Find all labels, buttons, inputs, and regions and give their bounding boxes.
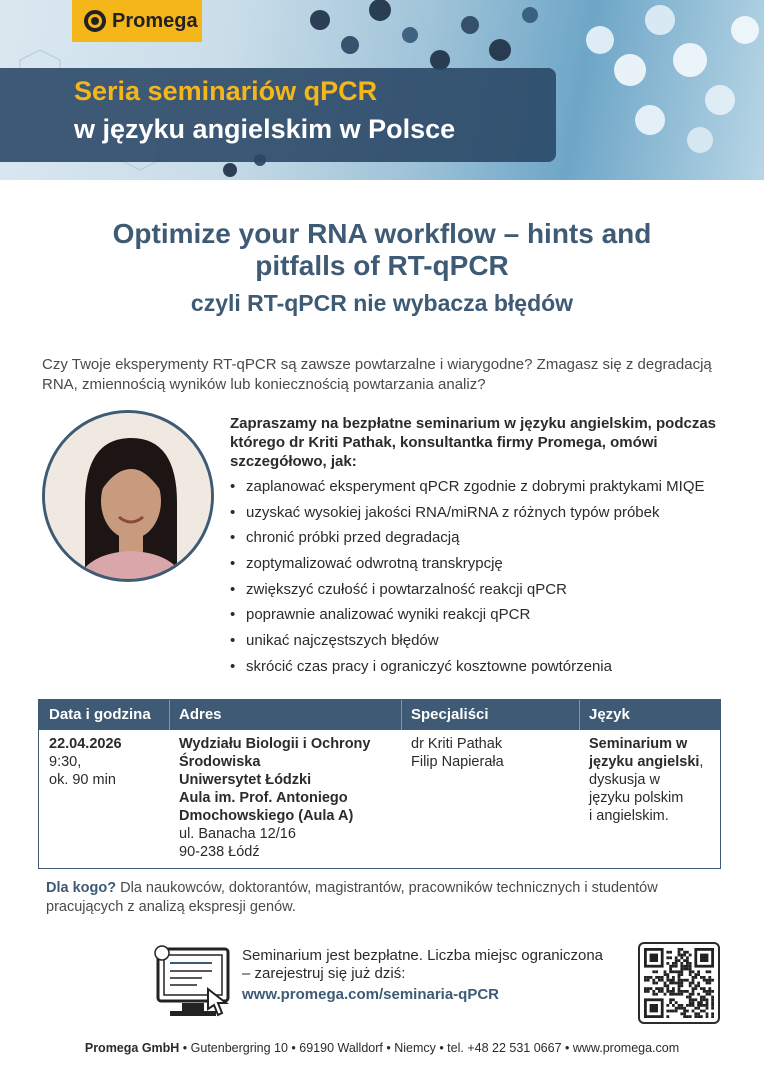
event-time: 9:30, bbox=[49, 754, 82, 770]
registration-link[interactable]: www.promega.com/seminaria-qPCR bbox=[242, 986, 500, 1003]
banner-title-line1: Seria seminariów qPCR bbox=[74, 76, 378, 106]
specialist-name: Filip Napierała bbox=[411, 754, 504, 770]
registration-line2: – zarejestruj się już dziś: bbox=[242, 965, 406, 982]
address-line: Dmochowskiego (Aula A) bbox=[179, 808, 354, 824]
language-line: Seminarium w bbox=[589, 736, 688, 752]
cell-date bbox=[49, 735, 167, 789]
list-item: • chronić próbki przed degradacją bbox=[230, 527, 750, 553]
event-duration: ok. 90 min bbox=[49, 772, 116, 788]
header-date: Data i godzina bbox=[49, 706, 151, 723]
header-address: Adres bbox=[179, 706, 222, 723]
topics-list bbox=[230, 476, 750, 682]
intro-paragraph: Czy Twoje eksperymenty RT-qPCR są zawsze powtarzalne i wiarygodne? Zmagasz się z degradacją RNA, zmiennością wyników lub koniecznością powtarzania analiz? bbox=[42, 356, 712, 393]
specialist-name: dr Kriti Pathak bbox=[411, 736, 503, 752]
promega-logo bbox=[72, 0, 202, 42]
list-item: • uzyskać wysokiej jakości RNA/miRNA z różnych typów próbek bbox=[230, 502, 750, 528]
event-date: 22.04.2026 bbox=[49, 736, 122, 752]
cell-specialists bbox=[411, 735, 571, 771]
header-specialists: Specjaliści bbox=[411, 706, 489, 723]
language-line: dyskusja w bbox=[589, 772, 660, 788]
list-item: • zaplanować eksperyment qPCR zgodnie z dobrymi praktykami MIQE bbox=[230, 476, 750, 502]
language-comma: , bbox=[699, 754, 704, 770]
registration-line1: Seminarium jest bezpłatne. Liczba miejsc ograniczona bbox=[242, 947, 604, 964]
address-line: 90-238 Łódź bbox=[179, 844, 260, 860]
audience-paragraph bbox=[46, 879, 736, 917]
cell-language bbox=[589, 735, 719, 825]
list-item: • unikać najczęstszych błędów bbox=[230, 630, 750, 656]
table-header-row bbox=[39, 700, 720, 730]
language-line: i angielskim. bbox=[589, 808, 669, 824]
list-item: • zoptymalizować odwrotną transkrypcję bbox=[230, 553, 750, 579]
language-line-wrap bbox=[589, 753, 719, 771]
invite-text: Zapraszamy na bezpłatne seminarium w języku angielskim, podczas którego dr Kriti Pathak, konsultantka firmy Promega, omówi szczegółowo, jak: bbox=[230, 415, 717, 470]
address-line: Aula im. Prof. Antoniego bbox=[179, 790, 348, 806]
qr-code-graphic bbox=[644, 948, 714, 1018]
column-divider bbox=[579, 700, 580, 730]
address-line: ul. Banacha 12/16 bbox=[179, 826, 296, 842]
computer-registration-icon bbox=[152, 945, 234, 1023]
banner-title-line2: w języku angielskim w Polsce bbox=[74, 114, 456, 144]
speaker-photo bbox=[42, 410, 214, 582]
list-item: • zwiększyć czułość i powtarzalność reakcji qPCR bbox=[230, 579, 750, 605]
column-divider bbox=[169, 700, 170, 730]
list-item: • poprawnie analizować wyniki reakcji qPCR bbox=[230, 604, 750, 630]
footer-company: Promega GmbH bbox=[84, 1041, 180, 1055]
header-language: Język bbox=[589, 706, 630, 723]
footer-details: • Gutenbergring 10 • 69190 Walldorf • Niemcy • tel. +48 22 531 0667 • www.promega.com bbox=[179, 1041, 680, 1055]
footer bbox=[0, 1041, 764, 1055]
language-line: języku angielski bbox=[589, 754, 700, 770]
address-line: Środowiska bbox=[179, 754, 261, 770]
address-line: Wydziału Biologii i Ochrony bbox=[179, 736, 371, 752]
list-item: • skrócić czas pracy i ograniczyć kosztowne powtórzenia bbox=[230, 656, 750, 682]
header-banner bbox=[0, 0, 764, 180]
column-divider bbox=[401, 700, 402, 730]
logo-text: Promega bbox=[112, 9, 198, 32]
qr-code[interactable] bbox=[638, 942, 720, 1024]
event-details-table bbox=[38, 699, 721, 869]
main-heading bbox=[0, 218, 764, 282]
main-heading-text: Optimize your RNA workflow – hints and pitfalls of RT-qPCR bbox=[112, 218, 652, 281]
promega-logo-icon bbox=[84, 10, 106, 32]
audience-label: Dla kogo? bbox=[46, 880, 117, 896]
registration-text bbox=[242, 947, 632, 983]
address-line: Uniwersytet Łódzki bbox=[179, 772, 312, 788]
sub-heading: czyli RT-qPCR nie wybacza błędów bbox=[190, 290, 574, 316]
speaker-portrait-graphic bbox=[45, 413, 214, 582]
audience-text: Dla naukowców, doktorantów, magistrantów, pracowników technicznych i studentów pracujących z analizą ekspresji genów. bbox=[46, 880, 658, 915]
cell-address bbox=[179, 735, 399, 861]
language-line: języku polskim bbox=[589, 790, 684, 806]
